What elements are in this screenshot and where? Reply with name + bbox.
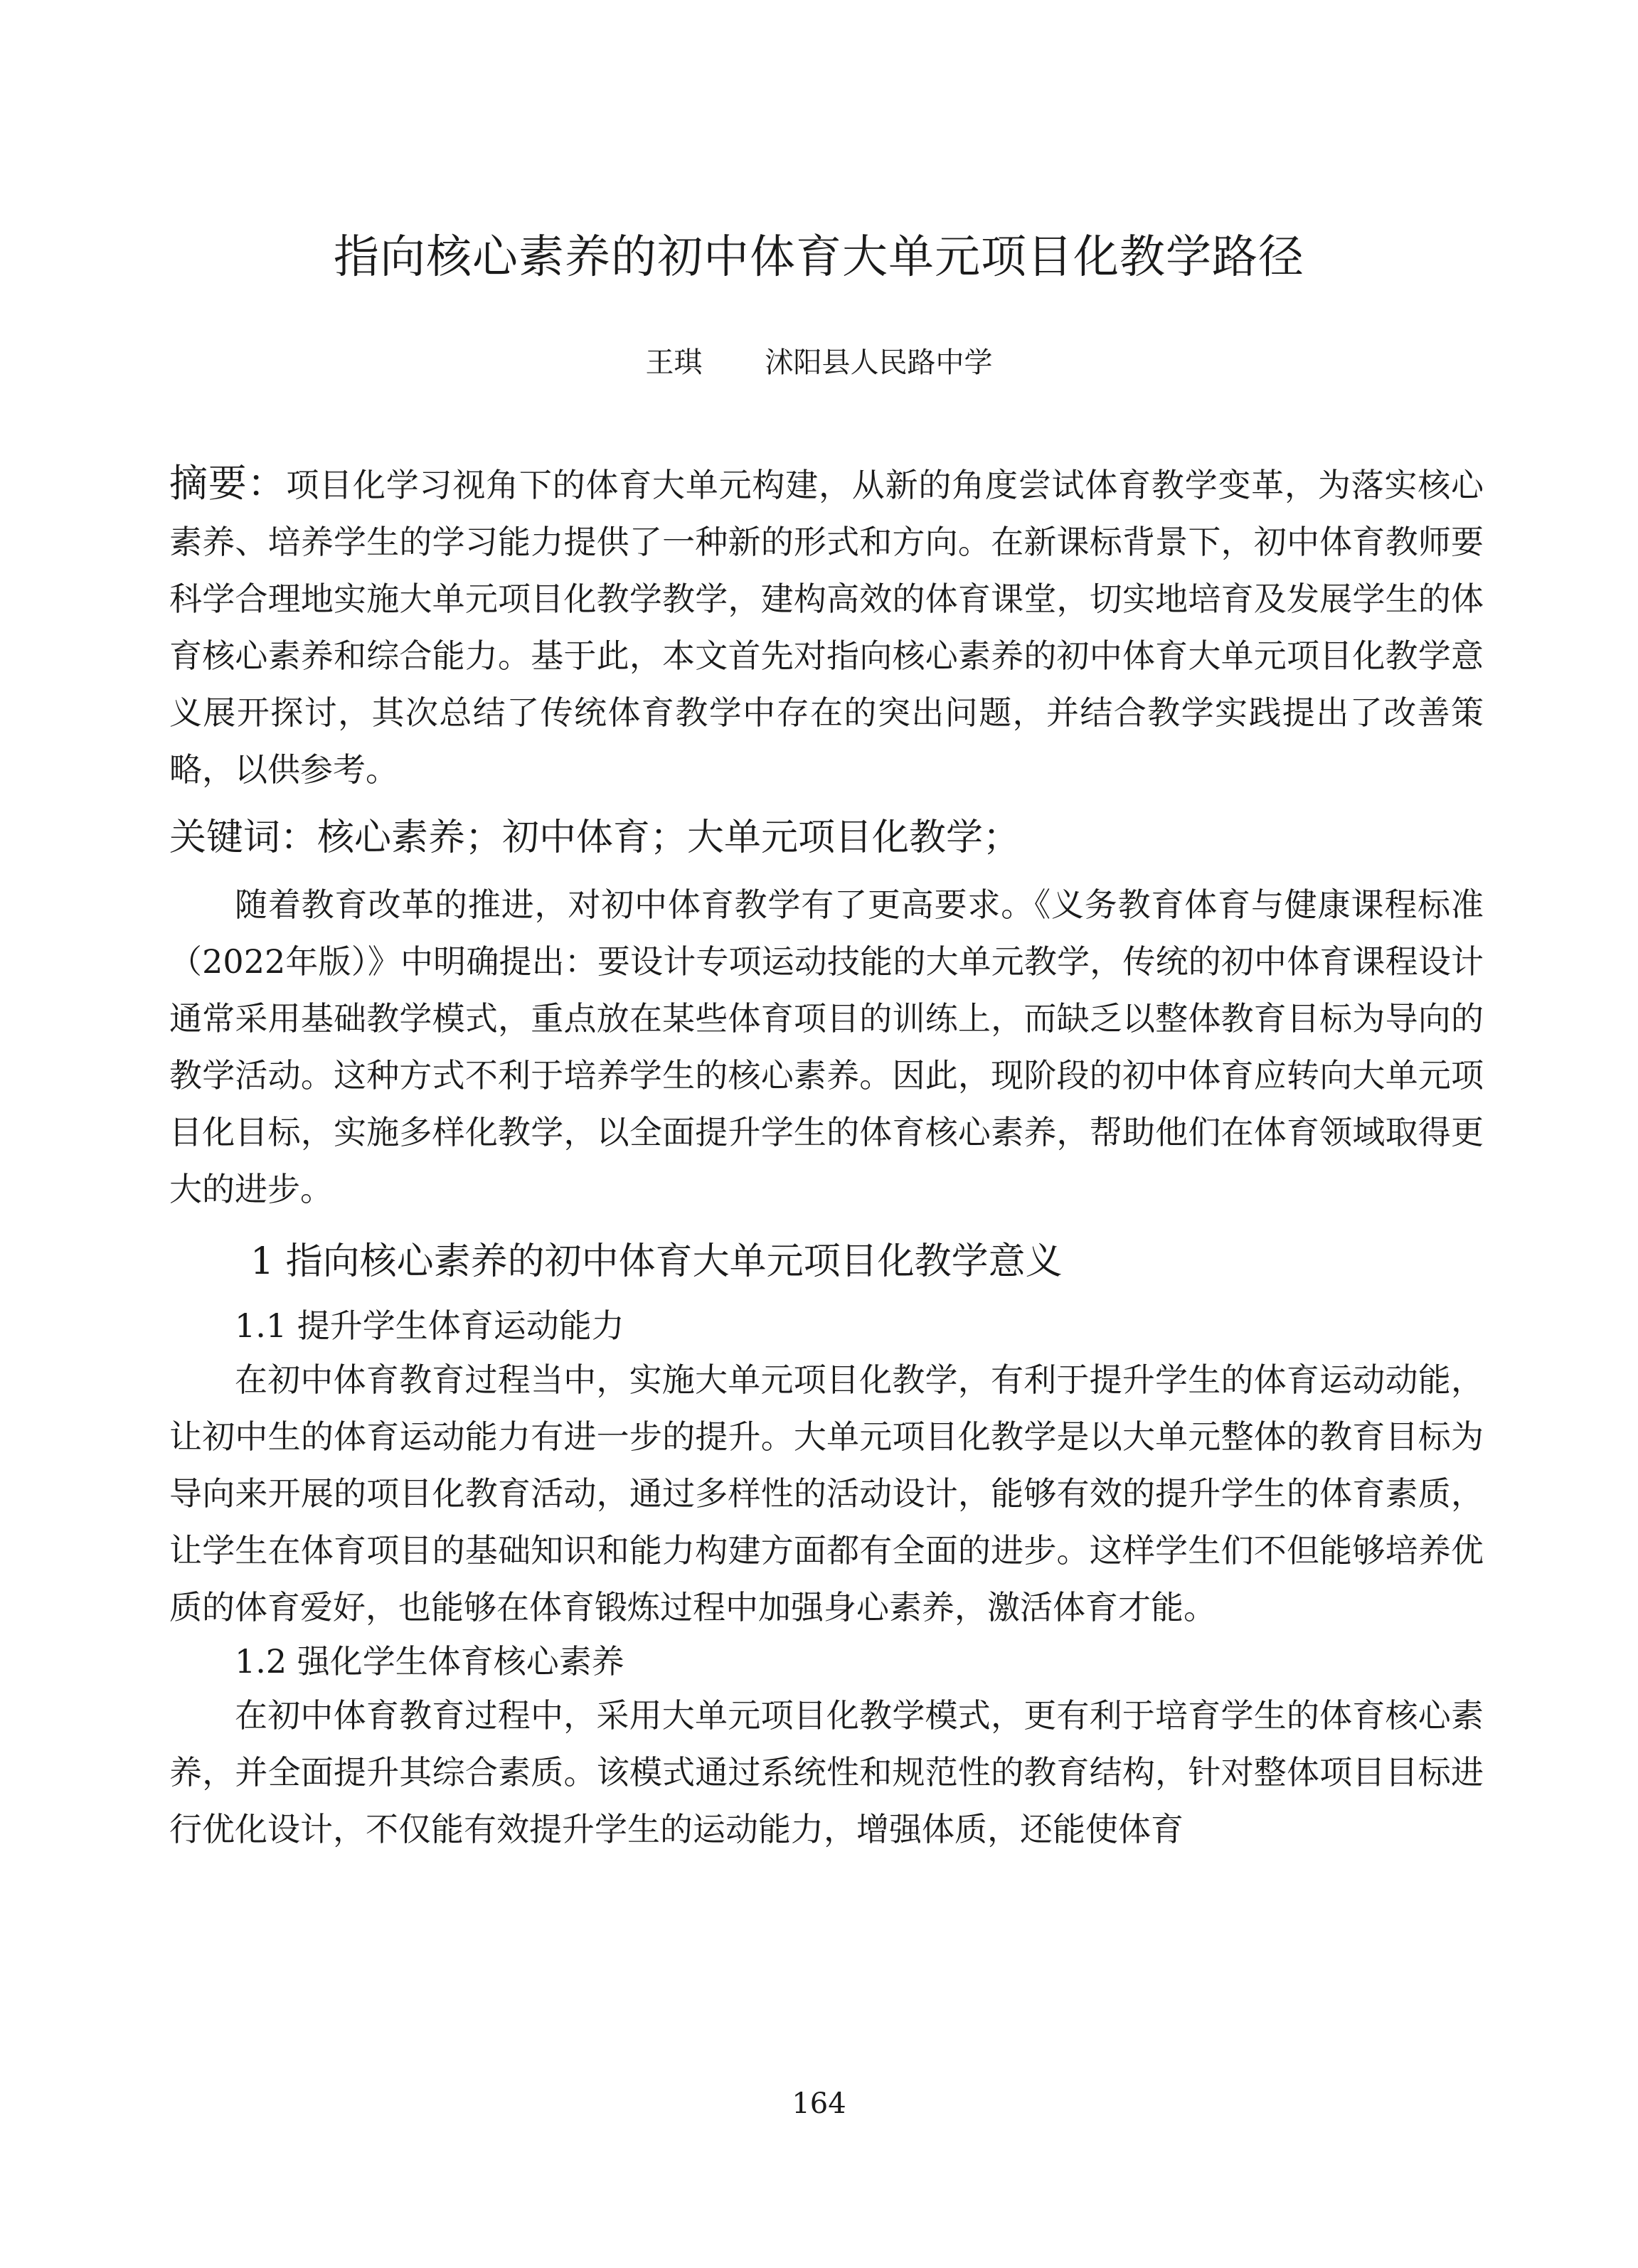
author-affiliation: 沭阳县人民路中学 bbox=[765, 346, 993, 379]
subsection-1-2-paragraph: 在初中体育教育过程中，采用大单元项目化教学模式，更有利于培育学生的体育核心素养，并全面提升其综合素质。该模式通过系统性和规范性的教育结构，针对整体项目目标进行优化设计，不仅能有效提升学生的运动能力，增强体质，还能使体育 bbox=[169, 1696, 1484, 1848]
byline bbox=[0, 343, 1638, 383]
subsection-1-2-number: 1.2 bbox=[235, 1642, 287, 1681]
subsection-1-2-heading bbox=[169, 1636, 1484, 1687]
author-name: 王琪 bbox=[645, 346, 703, 379]
subsection-1-1-heading bbox=[169, 1300, 1484, 1351]
abstract-label: 摘要： bbox=[169, 461, 287, 506]
abstract-paragraph bbox=[169, 455, 1484, 798]
paper-title: 指向核心素养的初中体育大单元项目化教学路径 bbox=[334, 231, 1304, 284]
page-number: 164 bbox=[792, 2087, 846, 2120]
keywords-line: 关键词：核心素养；初中体育；大单元项目化教学； bbox=[169, 816, 1021, 859]
subsection-1-1-paragraph: 在初中体育教育过程当中，实施大单元项目化教学，有利于提升学生的体育运动动能，让初中生的体育运动能力有进一步的提升。大单元项目化教学是以大单元整体的教育目标为导向来开展的项目化教育活动，通过多样性的活动设计，能够有效的提升学生的体育素质，让学生在体育项目的基础知识和能力构建方面都有全面的进步。这样学生们不但能够培养优质的体育爱好，也能够在体育锻炼过程中加强身心素养，激活体育才能。 bbox=[169, 1361, 1484, 1627]
subsection-1-1-title: 提升学生体育运动能力 bbox=[297, 1306, 624, 1345]
section-1-number: 1 bbox=[250, 1240, 275, 1283]
article-body bbox=[169, 455, 1484, 1858]
subsection-1-2-title: 强化学生体育核心素养 bbox=[297, 1642, 624, 1681]
section-1-heading bbox=[169, 1233, 1484, 1290]
abstract-text: 项目化学习视角下的体育大单元构建，从新的角度尝试体育教学变革，为落实核心素养、培养学生的学习能力提供了一种新的形式和方向。在新课标背景下，初中体育教师要科学合理地实施大单元项目化教学教学，建构高效的体育课堂，切实地培育及发展学生的体育核心素养和综合能力。基于此，本文首先对指向核心素养的初中体育大单元项目化教学意义展开探讨，其次总结了传统体育教学中存在的突出问题，并结合教学实践提出了改善策略，以供参考。 bbox=[169, 466, 1484, 789]
intro-paragraph: 随着教育改革的推进，对初中体育教学有了更高要求。《义务教育体育与健康课程标准（2022年版）》中明确提出：要设计专项运动技能的大单元教学，传统的初中体育课程设计通常采用基础教学模式，重点放在某些体育项目的训练上，而缺乏以整体教育目标为导向的教学活动。这种方式不利于培养学生的核心素养。因此，现阶段的初中体育应转向大单元项目化目标，实施多样化教学，以全面提升学生的体育核心素养，帮助他们在体育领域取得更大的进步。 bbox=[169, 885, 1484, 1208]
section-1-title: 指向核心素养的初中体育大单元项目化教学意义 bbox=[285, 1240, 1063, 1283]
subsection-1-1-number: 1.1 bbox=[235, 1306, 287, 1345]
